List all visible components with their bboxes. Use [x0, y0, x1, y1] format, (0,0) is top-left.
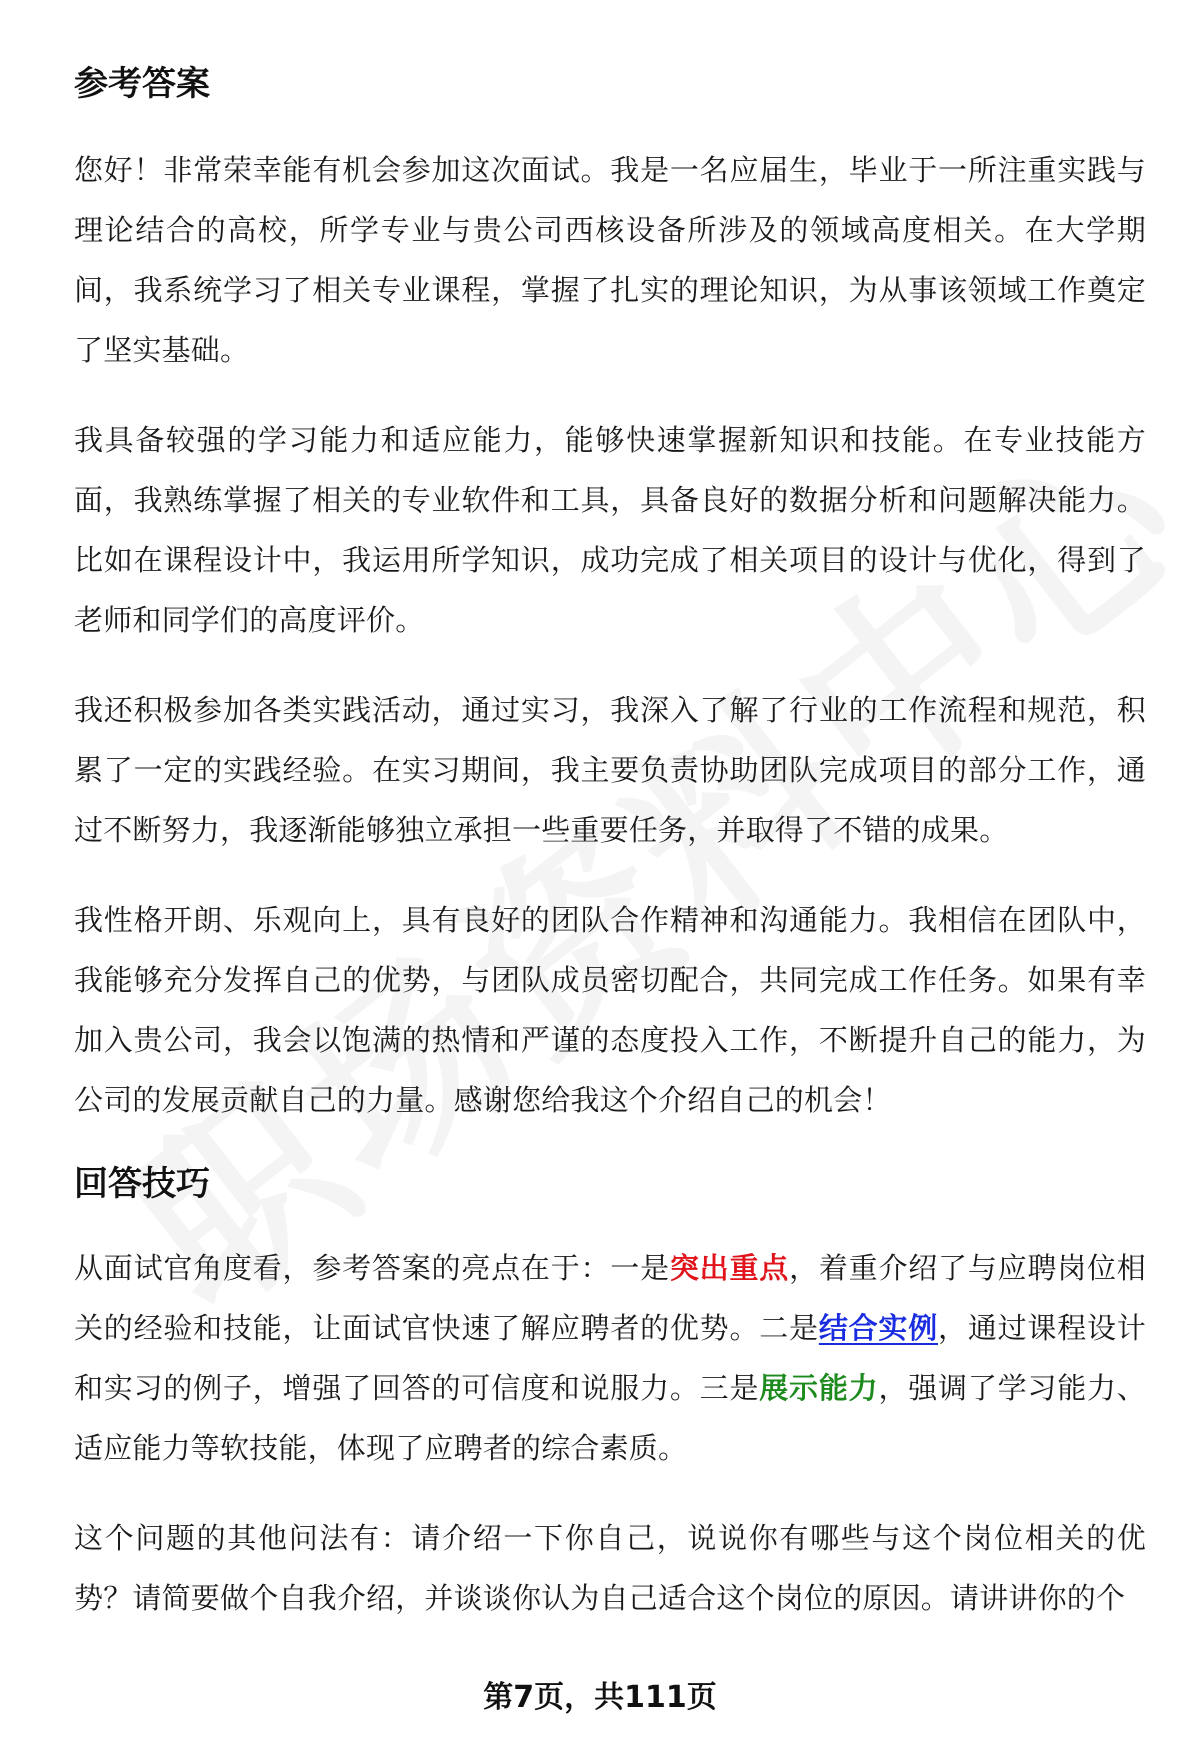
- answer-paragraph-1: 您好！非常荣幸能有机会参加这次面试。我是一名应届生，毕业于一所注重实践与理论结合的高校，所学专业与贵公司西核设备所涉及的领域高度相关。在大学期间，我系统学习了相关专业课程，掌握了扎实的理论知识，为从事该领域工作奠定了坚实基础。: [74, 153, 1146, 367]
- tips-text-part-1: 从面试官角度看，参考答案的亮点在于：一是: [74, 1251, 670, 1285]
- highlight-examples: 结合实例: [818, 1311, 939, 1345]
- highlight-key-points: 突出重点: [669, 1251, 790, 1285]
- tips-text-part-4: ，强调了学习能力、适应能力等软技能，体现了应聘者的综合素质。: [74, 1371, 1146, 1465]
- answer-paragraph-2: 我具备较强的学习能力和适应能力，能够快速掌握新知识和技能。在专业技能方面，我熟练掌握了相关的专业软件和工具，具备良好的数据分析和问题解决能力。比如在课程设计中，我运用所学知识，成功完成了相关项目的设计与优化，得到了老师和同学们的高度评价。: [74, 423, 1146, 637]
- answer-tips-heading: 回答技巧: [74, 1164, 210, 1204]
- page-number-footer: 第7页，共111页: [483, 1680, 717, 1715]
- page-content: [74, 60, 1146, 1658]
- highlight-abilities: 展示能力: [759, 1371, 879, 1405]
- answer-paragraph-4: 我性格开朗、乐观向上，具有良好的团队合作精神和沟通能力。我相信在团队中，我能够充分发挥自己的优势，与团队成员密切配合，共同完成工作任务。如果有幸加入贵公司，我会以饱满的热情和严谨的态度投入工作，不断提升自己的能力，为公司的发展贡献自己的力量。感谢您给我这个介绍自己的机会！: [74, 903, 1146, 1117]
- tips-text-part-2: ，着重介绍了与应聘岗位相关的经验和技能，让面试官快速了解应聘者的优势。二是: [74, 1251, 1146, 1345]
- tips-paragraph: [74, 1238, 1146, 1478]
- answer-paragraph-3: 我还积极参加各类实践活动，通过实习，我深入了解了行业的工作流程和规范，积累了一定的实践经验。在实习期间，我主要负责协助团队完成项目的部分工作，通过不断努力，我逐渐能够独立承担一些重要任务，并取得了不错的成果。: [74, 693, 1146, 847]
- tips-text-part-3: ，通过课程设计和实习的例子，增强了回答的可信度和说服力。三是: [74, 1311, 1146, 1405]
- reference-answer-heading: 参考答案: [74, 64, 210, 104]
- other-questions-paragraph: 这个问题的其他问法有：请介绍一下你自己，说说你有哪些与这个岗位相关的优势？请简要做个自我介绍，并谈谈你认为自己适合这个岗位的原因。请讲讲你的个: [74, 1521, 1146, 1615]
